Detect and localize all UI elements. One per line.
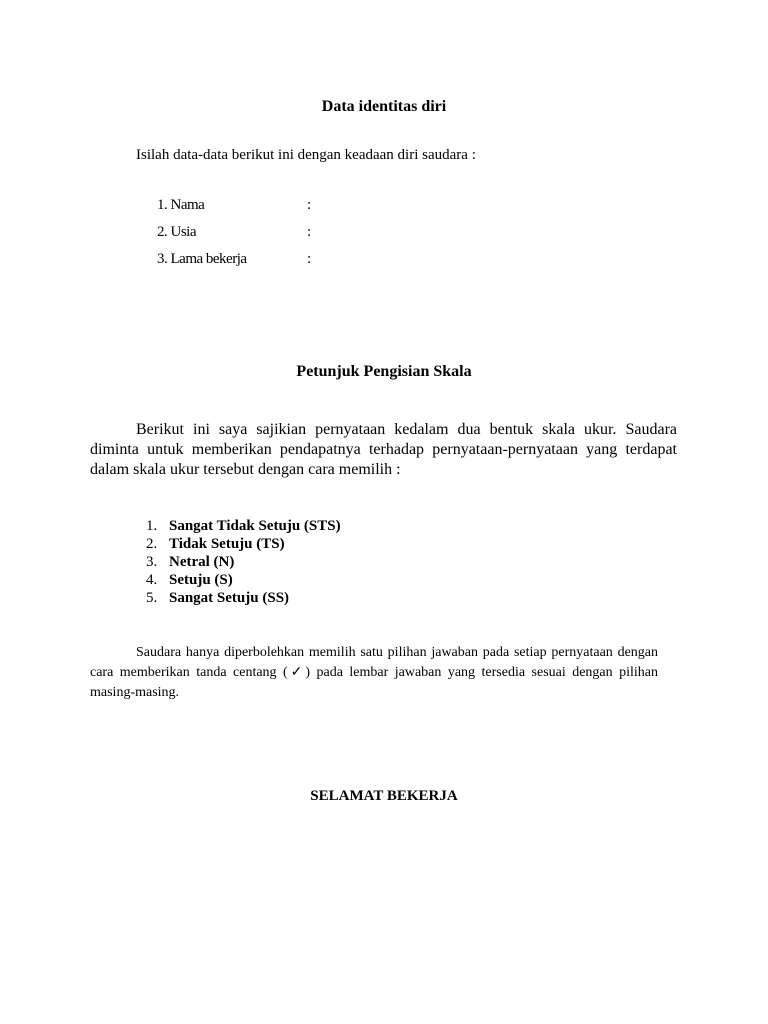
option-number: 1. [146,518,158,534]
scale-option-s [144,571,341,589]
identity-field-age [157,224,311,241]
instructions-note: Saudara hanya diperbolehkan memilih satu pilihan jawaban pada setiap pernyataan dengan cara memberikan tanda centang (✓) pada lembar jawaban yang tersedia sesuai dengan pilihan masing-masing. [90,645,658,700]
scale-option-ss [144,589,341,607]
field-separator: : [307,224,311,240]
instructions-paragraph: Berikut ini saya sajikian pernyataan kedalam dua bentuk skala ukur. Saudara diminta untuk memberikan pendapatnya terhadap pernyataan-pernyataan yang terdapat dalam skala ukur tersebut dengan cara memilih : [90,421,677,478]
identity-intro: Isilah data-data berikut ini dengan keadaan diri saudara : [136,147,476,163]
field-label: Nama [170,197,205,213]
closing-text: SELAMAT BEKERJA [310,788,458,804]
option-label: Tidak Setuju (TS) [169,536,285,552]
identity-field-name [157,197,311,214]
instructions-title: Petunjuk Pengisian Skala [296,363,472,380]
field-label: Usia [170,224,196,240]
option-number: 2. [146,536,158,552]
option-label: Netral (N) [169,554,235,570]
field-number: 1. [157,197,168,213]
scale-options-list [144,517,341,607]
option-number: 4. [146,572,158,588]
scale-option-ts [144,535,341,553]
option-number: 3. [146,554,158,570]
option-label: Sangat Setuju (SS) [169,590,290,606]
scale-option-n [144,553,341,571]
identity-field-tenure [157,251,311,268]
field-number: 2. [157,224,168,240]
field-separator: : [307,251,311,267]
field-number: 3. [157,251,168,267]
option-label: Sangat Tidak Setuju (STS) [169,518,341,534]
field-separator: : [307,197,311,213]
option-label: Setuju (S) [169,572,233,588]
identity-title: Data identitas diri [321,98,447,115]
option-number: 5. [146,590,158,606]
scale-option-sts [144,517,341,535]
field-label: Lama bekerja [170,251,247,267]
